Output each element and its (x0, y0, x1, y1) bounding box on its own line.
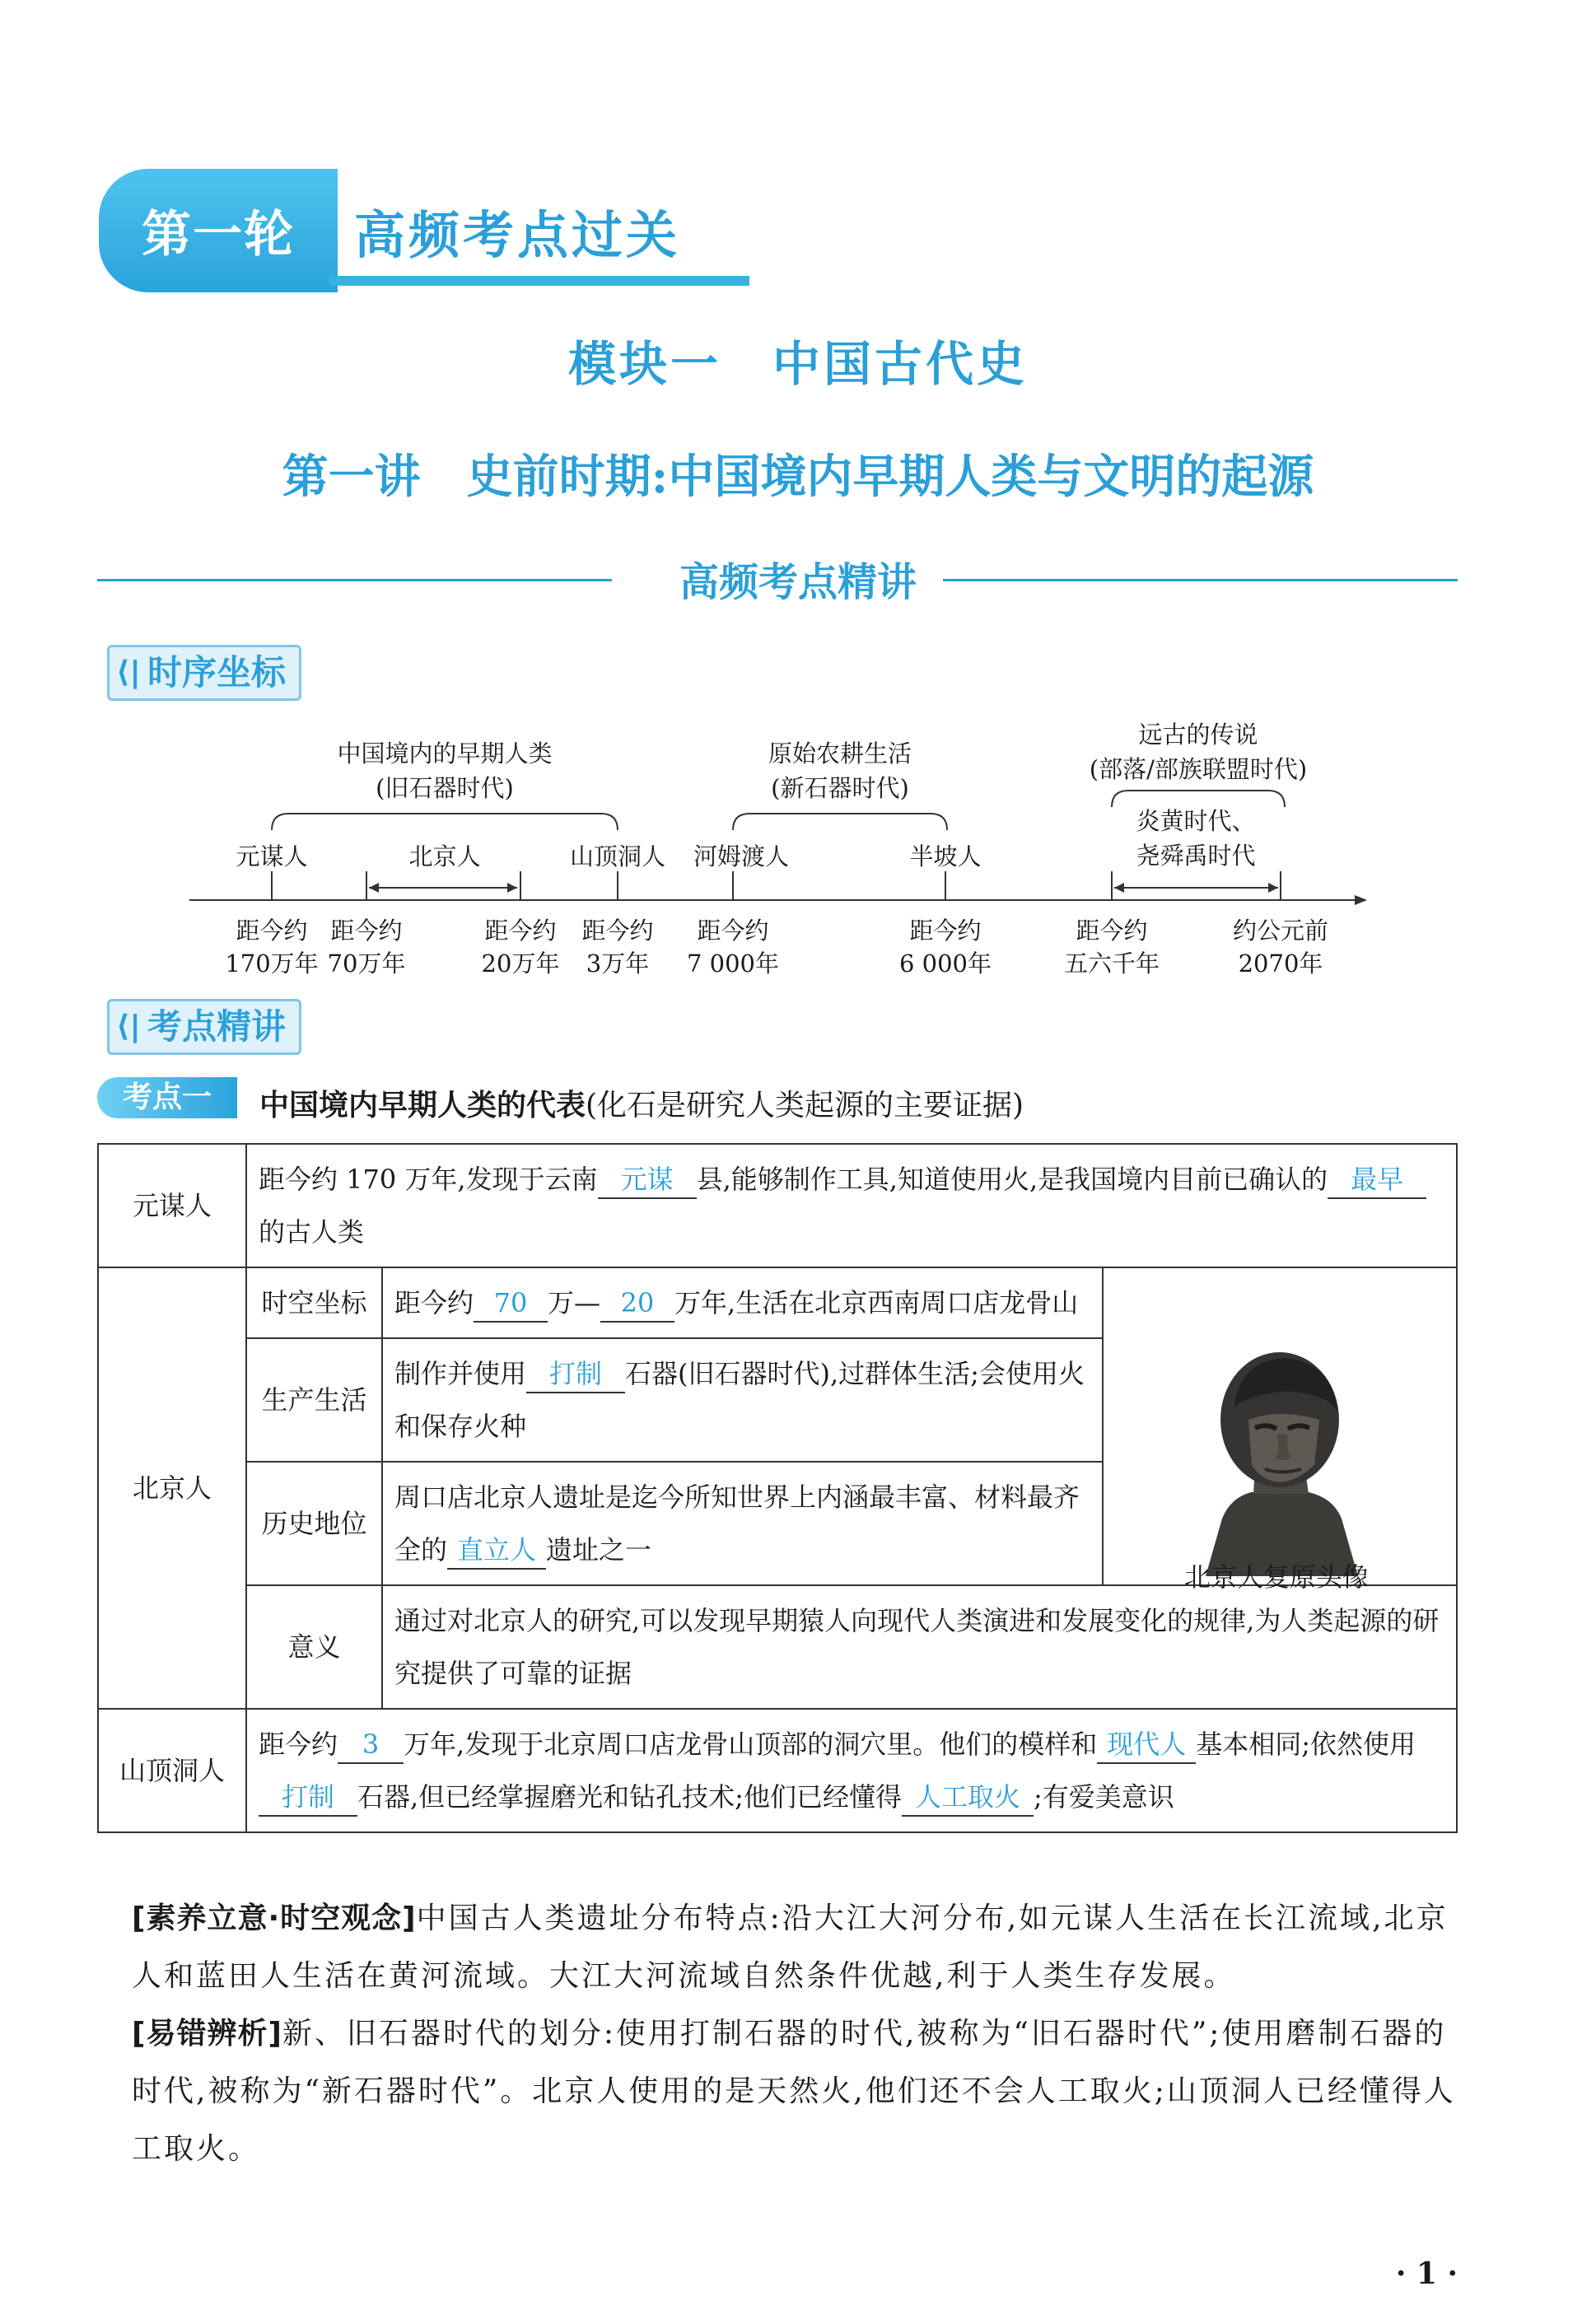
date-7-bottom: 2070年 (1238, 950, 1323, 978)
brace-early-humans (272, 814, 618, 830)
node-yaoshunyu: 尧舜禹时代 (1136, 842, 1256, 870)
node-yanhuang: 炎黄时代、 (1136, 807, 1256, 835)
group-farming-title: 原始农耕生活 (768, 740, 912, 768)
bracket-mark-icon: ⟨| (116, 656, 141, 689)
row-beijing-meaning (98, 1585, 1457, 1709)
date-1-bottom: 70万年 (327, 950, 406, 978)
keypoint-title-sub: (化石是研究人类起源的主要证据) (586, 1089, 1024, 1122)
label-beijing: 北京人 (98, 1267, 246, 1709)
note-literacy-label: [素养立意·时空观念] (132, 1901, 417, 1935)
node-shanding: 山顶洞人 (569, 842, 665, 870)
note-literacy (132, 1890, 1458, 2005)
shanding-fill-2: 现代人 (1097, 1726, 1196, 1764)
content-time-space (382, 1267, 1103, 1338)
keypoint-badge: 考点一 (97, 1077, 237, 1118)
date-2-bottom: 20万年 (481, 950, 560, 978)
node-yuanmou: 元谋人 (236, 842, 308, 870)
content-meaning: 通过对北京人的研究,可以发现早期猿人向现代人类演进和发展变化的规律,为人类起源的研究提供了可靠的证据 (382, 1585, 1457, 1709)
production-fill-1: 打制 (526, 1355, 625, 1393)
brace-farming (733, 814, 947, 830)
timeline-arrow (1355, 895, 1367, 905)
banner-round: 第一轮 (99, 169, 338, 292)
shanding-fill-4: 人工取火 (902, 1779, 1034, 1817)
group-early-title: 中国境内的早期人类 (337, 740, 553, 768)
yuanmou-fill-1: 元谋 (598, 1161, 697, 1199)
date-1-top: 距今约 (330, 917, 403, 945)
node-banpo: 半坡人 (909, 842, 982, 870)
date-4-bottom: 7 000年 (686, 950, 780, 978)
group-early-subtitle: (旧石器时代) (376, 774, 514, 802)
content-yuanmou (246, 1144, 1457, 1267)
yuanmou-fill-2: 最早 (1328, 1161, 1426, 1199)
label-time-space: 时空坐标 (246, 1267, 382, 1338)
bust-image (1173, 1329, 1387, 1576)
shanding-text-1: 距今约 (259, 1729, 338, 1760)
date-6-top: 距今约 (1076, 917, 1148, 945)
page-number: · 1 · (1395, 2256, 1458, 2291)
label-yuanmou: 元谋人 (98, 1144, 246, 1267)
group-legend-title: 远古的传说 (1138, 721, 1258, 749)
shanding-text-3: 基本相同;依然使用 (1196, 1729, 1416, 1760)
shanding-text-4: 石器,但已经掌握磨光和钻孔技术;他们已经懂得 (357, 1781, 902, 1813)
content-status (382, 1462, 1103, 1585)
section-title: 高频考点精讲 (679, 559, 917, 605)
date-0-top: 距今约 (236, 917, 308, 945)
time-fill-2: 20 (600, 1285, 674, 1323)
date-5-bottom: 6 000年 (898, 950, 992, 978)
keypoint-title (259, 1082, 1024, 1124)
date-5-top: 距今约 (909, 917, 982, 945)
date-3-top: 距今约 (581, 917, 654, 945)
content-production (382, 1338, 1103, 1462)
tag-keypoints-label: 考点精讲 (147, 1006, 287, 1047)
label-status: 历史地位 (246, 1462, 382, 1585)
photo-caption: 北京人复原头像 (1183, 1561, 1369, 1593)
row-beijing-time (98, 1267, 1457, 1338)
note-error-text: 新、旧石器时代的划分:使用打制石器的时代,被称为“旧石器时代”;使用磨制石器的时代,被称为“新石器时代”。北京人使用的是天然火,他们还不会人工取火;山顶洞人已经懂得人工取火。 (132, 2017, 1456, 2166)
status-fill-1: 直立人 (447, 1532, 546, 1570)
lecture-title: 第一讲 史前时期:中国境内早期人类与文明的起源 (282, 450, 1314, 504)
status-text-1: 周口店北京人遗址是迄今所知世界上内涵最丰富、材料最齐全的 (394, 1481, 1080, 1565)
shanding-text-2: 万年,发现于北京周口店龙骨山顶部的洞穴里。他们的模样和 (404, 1729, 1098, 1760)
date-7-top: 约公元前 (1232, 917, 1328, 945)
row-yuanmou (98, 1144, 1457, 1267)
shanding-fill-1: 3 (338, 1726, 404, 1764)
yuanmou-text-3: 的古人类 (259, 1216, 365, 1248)
label-production: 生产生活 (246, 1338, 382, 1462)
time-text-2: 万— (548, 1287, 601, 1318)
note-error (132, 2005, 1458, 2178)
status-text-2: 遗址之一 (546, 1534, 652, 1565)
node-beijing: 北京人 (408, 842, 481, 870)
tag-keypoints (107, 999, 301, 1055)
date-6-bottom: 五六千年 (1063, 950, 1160, 978)
yuanmou-text-2: 县,能够制作工具,知道使用火,是我国境内目前已确认的 (696, 1164, 1328, 1195)
production-text-2: 石器(旧石器时代),过群体生活;会使用火和保存火种 (394, 1358, 1085, 1442)
banner-title: 高频考点过关 (329, 185, 749, 286)
group-legend-subtitle: (部落/部族联盟时代) (1089, 755, 1308, 783)
date-4-top: 距今约 (697, 917, 769, 945)
time-text-1: 距今约 (394, 1287, 474, 1318)
row-shanding (98, 1709, 1457, 1832)
time-fill-1: 70 (474, 1285, 548, 1323)
shanding-fill-3: 打制 (259, 1779, 357, 1817)
label-meaning: 意义 (246, 1585, 382, 1709)
time-text-3: 万年,生活在北京西南周口店龙骨山 (674, 1287, 1079, 1318)
label-shanding: 山顶洞人 (98, 1709, 246, 1832)
tag-timeline-label: 时序坐标 (147, 652, 287, 693)
date-0-bottom: 170万年 (225, 950, 319, 978)
date-3-bottom: 3万年 (586, 950, 650, 978)
shanding-text-5: ;有爱美意识 (1033, 1781, 1174, 1813)
bracket-mark-icon: ⟨| (116, 1010, 141, 1043)
group-farming-subtitle: (新石器时代) (771, 774, 909, 802)
keypoint-title-main: 中国境内早期人类的代表 (259, 1089, 586, 1122)
production-text-1: 制作并使用 (394, 1358, 527, 1389)
note-literacy-text: 中国古人类遗址分布特点:沿大江大河分布,如元谋人生活在长江流域,北京人和蓝田人生活在黄河流域。大江大河流域自然条件优越,利于人类生存发展。 (132, 1901, 1449, 1993)
date-2-top: 距今约 (484, 917, 557, 945)
photo-cell (1103, 1267, 1457, 1585)
note-error-label: [易错辨析] (132, 2017, 282, 2051)
keypoint-table (97, 1143, 1458, 1833)
module-title: 模块一 中国古代史 (567, 336, 1028, 392)
yuanmou-text-1: 距今约 170 万年,发现于云南 (259, 1164, 598, 1195)
node-hemudu: 河姆渡人 (693, 842, 789, 870)
content-shanding (246, 1709, 1457, 1832)
